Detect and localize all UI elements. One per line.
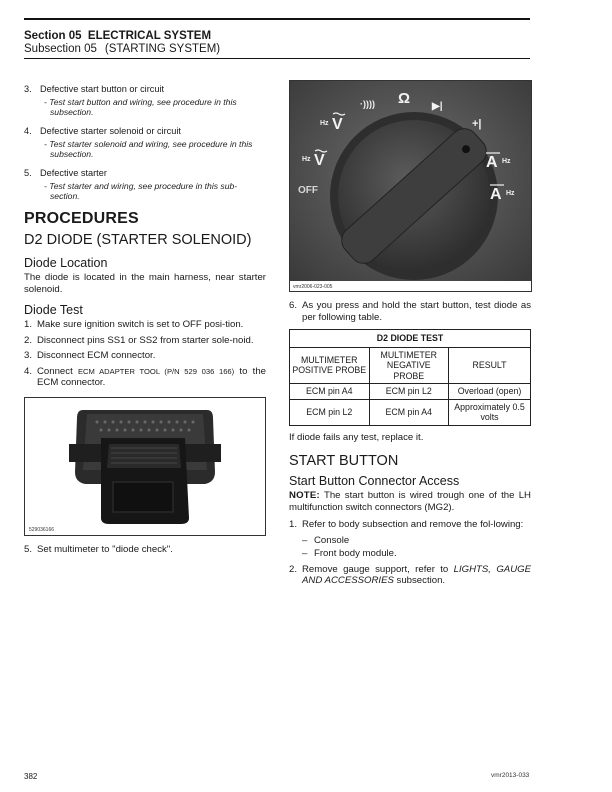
label-v-ac: V	[332, 116, 343, 133]
label-capacitance: +|	[472, 118, 482, 130]
procedures-heading: PROCEDURES	[24, 210, 139, 227]
multimeter-dial-image	[289, 80, 532, 292]
procedure-step: 1. Refer to body subsection and remove the fol-lowing:	[289, 519, 524, 530]
label-hz: Hz	[506, 190, 515, 197]
label-ohm: Ω	[398, 90, 411, 107]
label-off: OFF	[298, 185, 318, 196]
table-cell: ECM pin L2	[369, 384, 449, 400]
header-rule	[24, 58, 530, 59]
left-column	[24, 84, 266, 559]
document-id: vmr2013-033	[491, 772, 530, 779]
table-header-row	[290, 347, 531, 384]
note-label: NOTE:	[289, 490, 320, 501]
table-cell: ECM pin A4	[369, 399, 449, 425]
diode-fail-text: If diode fails any test, replace it.	[289, 431, 424, 443]
diode-test-heading: Diode Test	[24, 303, 83, 317]
table-header: RESULT	[449, 347, 531, 384]
page-number: 382	[24, 772, 38, 781]
subsection-title: Subsection 05 (STARTING SYSTEM)	[24, 43, 221, 55]
test-step: 6. As you press and hold the start button, test diode as per following table.	[289, 300, 531, 323]
label-a-dc: A	[490, 186, 502, 203]
test-step: 5. Set multimeter to "diode check".	[24, 543, 173, 555]
label-hz: Hz	[320, 120, 329, 127]
top-rule	[24, 18, 530, 20]
note-paragraph: NOTE: The start button is wired trough one of the LH multifunction switch connectors (MG2).	[289, 490, 531, 513]
procedure-step: 2. Remove gauge support, refer to LIGHTS, GAUGE AND ACCESSORIES subsection.	[289, 563, 531, 586]
defect-note: - Test starter and wiring, see procedure in this sub-section.	[44, 181, 238, 201]
dash-item: – Front body module.	[302, 548, 397, 559]
label-a-ac: A	[486, 154, 498, 171]
defect-item: 4. Defective starter solenoid or circuit	[24, 126, 181, 136]
d2-diode-test-table	[289, 329, 531, 426]
table-row	[290, 399, 531, 425]
table-row	[290, 384, 531, 400]
table-header: MULTIMETER NEGATIVE PROBE	[369, 347, 449, 384]
test-step: 1. Make sure ignition switch is set to OFF posi-tion.	[24, 319, 244, 330]
table-title: D2 DIODE TEST	[290, 330, 531, 348]
dash-list	[289, 535, 531, 560]
right-column	[289, 300, 531, 591]
test-step: 3. Disconnect ECM connector.	[24, 350, 156, 361]
label-hz: Hz	[302, 156, 311, 163]
subsection-reference: LIGHTS, GAUGE AND ACCESSORIES	[302, 563, 531, 586]
image-caption: 529036166	[29, 526, 55, 533]
table-header: MULTIMETER POSITIVE PROBE	[290, 347, 370, 384]
defect-item: 3. Defective start button or circuit	[24, 84, 165, 94]
ecm-adapter-illustration	[25, 398, 265, 535]
defect-list	[24, 84, 266, 201]
test-step: 4. Connect ECM ADAPTER TOOL (P/N 529 036 166) to the ECM connector.	[24, 365, 266, 388]
image-caption: vmr2006-023-005	[293, 284, 333, 290]
start-button-heading: START BUTTON	[289, 453, 399, 469]
d2-diode-heading: D2 DIODE (STARTER SOLENOID)	[24, 232, 252, 248]
label-diode: ▶|	[432, 101, 443, 112]
table-cell: ECM pin L2	[290, 399, 370, 425]
defect-item: 5. Defective starter	[24, 168, 107, 178]
table-cell: Approximately 0.5 volts	[449, 399, 531, 425]
connector-access-heading: Start Button Connector Access	[289, 474, 460, 488]
multimeter-dial-illustration	[290, 81, 531, 291]
diode-location-heading: Diode Location	[24, 256, 108, 270]
table-cell: ECM pin A4	[290, 384, 370, 400]
ecm-adapter-tool-image	[24, 397, 266, 536]
test-step: 2. Disconnect pins SS1 or SS2 from starter sole-noid.	[24, 334, 254, 346]
section-title: Section 05 ELECTRICAL SYSTEM	[24, 30, 212, 42]
label-hz: Hz	[502, 158, 511, 165]
label-v-dc: V	[314, 152, 325, 169]
label-continuity: ·))))	[360, 99, 375, 109]
dash-item: – Console	[302, 534, 350, 546]
defect-note: - Test start button and wiring, see procedure in this subsection.	[44, 97, 237, 117]
defect-note: - Test starter solenoid and wiring, see procedure in this subsection.	[44, 139, 253, 159]
diode-location-text: The diode is located in the main harness, near starter solenoid.	[24, 272, 266, 295]
table-cell: Overload (open)	[449, 384, 531, 400]
